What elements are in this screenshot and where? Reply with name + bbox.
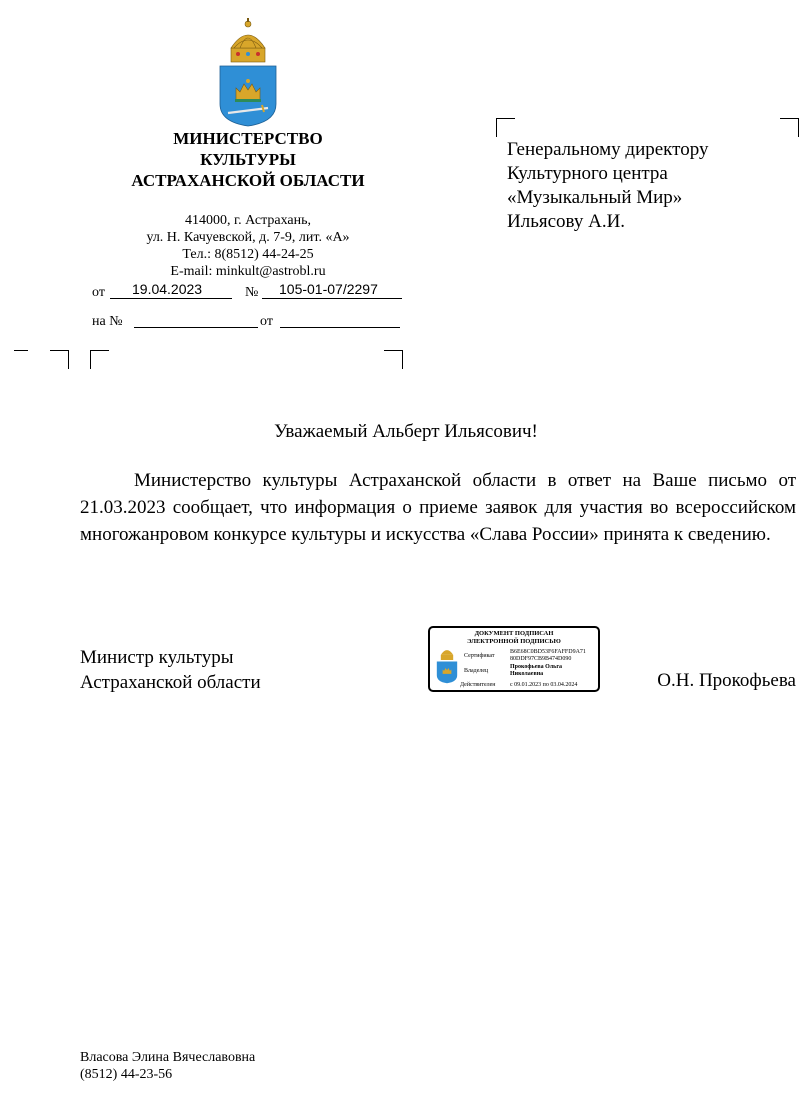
esign-cert-value: 80DDF97CB9B474D090 — [510, 656, 572, 662]
address-line: ул. Н. Качуевской, д. 7-9, лит. «А» — [146, 230, 350, 245]
esign-title-line: ДОКУМЕНТ ПОДПИСАН — [474, 630, 554, 637]
corner-mark — [384, 350, 403, 369]
number-label: № — [245, 285, 259, 300]
corner-mark — [496, 118, 515, 137]
from-label: от — [92, 285, 105, 300]
corner-mark — [50, 350, 69, 369]
signer-name: О.Н. Прокофьева — [657, 670, 796, 691]
electronic-signature-stamp — [428, 626, 600, 692]
executor-phone: (8512) 44-23-56 — [80, 1067, 173, 1082]
outgoing-date: 19.04.2023 — [132, 281, 203, 297]
recipient-line: Ильясову А.И. — [507, 211, 626, 232]
esign-valid-label: Действителен — [460, 682, 496, 688]
esign-emblem-icon — [435, 644, 459, 684]
signer-position — [80, 645, 261, 695]
astrakhan-coat-of-arms-icon — [218, 18, 278, 128]
ministry-title-line: МИНИСТЕРСТВО — [173, 129, 323, 148]
recipient-line: Культурного центра — [507, 163, 668, 184]
esign-cert-value: B6E68C0BD53F6FAFFD9A71 — [510, 649, 586, 655]
reply-number-label: на № — [92, 314, 123, 329]
executor-block — [80, 1049, 255, 1083]
reply-line — [92, 313, 404, 333]
registration-line — [92, 282, 404, 302]
signer-position-line: Астраханской области — [80, 672, 261, 693]
phone-line: Тел.: 8(8512) 44-24-25 — [182, 247, 314, 262]
signer-position-line: Министр культуры — [80, 647, 234, 668]
recipient-block — [507, 138, 708, 234]
ministry-title-line: АСТРАХАНСКОЙ ОБЛАСТИ — [131, 171, 365, 190]
esign-owner-label: Владелец — [464, 668, 489, 674]
esign-title-line: ЭЛЕКТРОННОЙ ПОДПИСЬЮ — [467, 638, 561, 645]
letter-body: Министерство культуры Астраханской области в ответ на Ваше письмо от 21.03.2023 сообщает, что информация о приеме заявок для участия во всероссийском многожанровом конкурсе культуры и искусства «Слава России» принята к сведению. — [80, 470, 796, 545]
corner-mark — [780, 118, 799, 137]
address-line: 414000, г. Астрахань, — [184, 213, 312, 228]
salutation: Уважаемый Альберт Ильясович! — [274, 421, 538, 442]
corner-mark — [14, 350, 28, 351]
esign-valid-value: с 09.01.2023 по 03.04.2024 — [510, 682, 578, 688]
executor-name: Власова Элина Вячеславовна — [80, 1050, 256, 1065]
reply-from-label: от — [260, 314, 273, 329]
corner-mark — [90, 350, 109, 369]
esign-owner-value: Николаевна — [510, 671, 544, 677]
email-line: E-mail: minkult@astrobl.ru — [170, 264, 326, 279]
recipient-line: Генеральному директору — [507, 139, 709, 160]
esign-cert-label: Сертификат — [464, 653, 495, 659]
esign-owner-value: Прокофьева Ольга — [510, 664, 563, 670]
recipient-line: «Музыкальный Мир» — [507, 187, 683, 208]
outgoing-number: 105-01-07/2297 — [279, 281, 378, 297]
ministry-title-line: КУЛЬТУРЫ — [200, 150, 296, 169]
